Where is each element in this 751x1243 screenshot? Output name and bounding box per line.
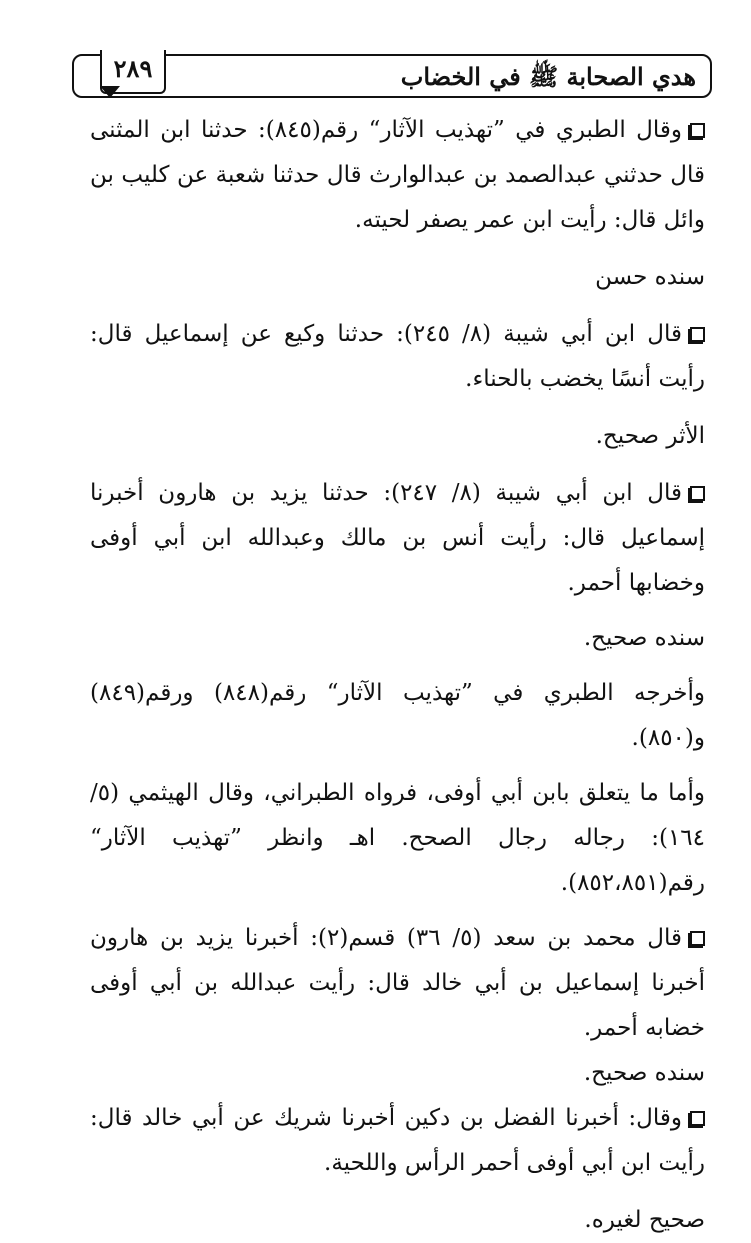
page-tab-corner	[100, 86, 120, 98]
square-bullet-icon	[690, 486, 705, 501]
square-bullet-icon	[690, 1111, 705, 1126]
narration-text: قال ابن أبي شيبة (٨/ ٢٤٥): حدثنا وكيع عن إسماعيل قال: رأيت أنسًا يخضب بالحناء.	[90, 321, 705, 392]
narration-text: وقال: أخبرنا الفضل بن دكين أخبرنا شريك عن أبي خالد قال: رأيت ابن أبي أوفى أحمر الرأس واللحية.	[90, 1105, 705, 1176]
body-text	[90, 108, 705, 1243]
header-title: هدي الصحابة ﷺ في الخضاب	[400, 62, 696, 91]
grading-4: سنده صحيح.	[583, 1060, 705, 1086]
narration-text: قال ابن أبي شيبة (٨/ ٢٤٧): حدثنا يزيد بن هارون أخبرنا إسماعيل قال: رأيت أنس بن مالك وعبدالله ابن أبي أوفى وخضابها أحمر.	[90, 480, 705, 596]
running-header	[72, 54, 712, 98]
grading-2: الأثر صحيح.	[595, 423, 705, 449]
narration-2	[90, 312, 705, 402]
narration-text: قال محمد بن سعد (٥/ ٣٦) قسم(٢): أخبرنا يزيد بن هارون أخبرنا إسماعيل بن أبي خالد قال: رأيت عبدالله بن أبي أوفى خضابه أحمر.	[90, 925, 705, 1041]
narration-3	[90, 471, 705, 606]
narration-4	[90, 916, 705, 1051]
narration-1	[90, 108, 705, 243]
grading-5: صحيح لغيره.	[584, 1207, 705, 1233]
square-bullet-icon	[690, 327, 705, 342]
paragraph-takhrij: وأخرجه الطبري في ”تهذيب الآثار“ رقم(٨٤٨) ورقم(٨٤٩) و(٨٥٠).	[90, 680, 705, 751]
grading-1: سنده حسن	[595, 264, 705, 290]
square-bullet-icon	[690, 931, 705, 946]
square-bullet-icon	[690, 123, 705, 138]
narration-5	[90, 1096, 705, 1186]
narration-text: وقال الطبري في ”تهذيب الآثار“ رقم(٨٤٥): حدثنا ابن المثنى قال حدثني عبدالصمد بن عبدالوارث قال حدثنا شعبة عن كليب بن وائل قال: رأيت ابن عمر يصفر لحيته.	[90, 117, 705, 233]
paragraph-haythami: وأما ما يتعلق بابن أبي أوفى، فرواه الطبراني، وقال الهيثمي (٥/ ١٦٤): رجاله رجال الصحح. اهـ وانظر ”تهذيب الآثار“ رقم(٨٥٢،٨٥١).	[90, 780, 705, 896]
page-number: ٢٨٩	[113, 54, 153, 83]
grading-3: سنده صحيح.	[583, 625, 705, 651]
